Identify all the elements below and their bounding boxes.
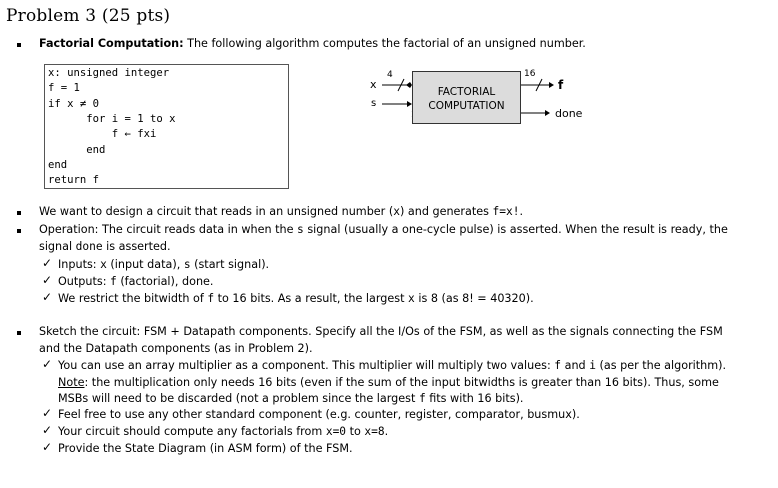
signal-s: s bbox=[297, 223, 304, 236]
block-label-line2: COMPUTATION bbox=[428, 100, 505, 112]
check-state-diagram: Provide the State Diagram (in ASM form) of the FSM. bbox=[58, 442, 353, 455]
check-text: to 16 bits. As a result, the largest bbox=[214, 292, 409, 305]
check-text: (as per the algorithm). bbox=[595, 359, 727, 372]
checkmark-icon: ✓ bbox=[42, 256, 53, 270]
square-bullet-icon bbox=[17, 229, 21, 233]
code-line: if x ≠ 0 bbox=[48, 98, 100, 110]
operation-text: signal (usually a one-cycle pulse) is asserted. When the result is ready, the bbox=[303, 223, 728, 236]
check-text: Your circuit should compute any factorials from bbox=[58, 425, 326, 438]
bullet-operation-line2 bbox=[39, 240, 171, 253]
input-x-label: x bbox=[370, 78, 377, 91]
bullet-operation-line1 bbox=[39, 223, 728, 236]
operation-text: signal bbox=[39, 240, 76, 253]
check-text: . bbox=[384, 425, 389, 438]
problem-title bbox=[6, 6, 170, 26]
factorial-block bbox=[412, 71, 521, 124]
check-multiplier-line3 bbox=[58, 392, 524, 405]
sketch-line1: Sketch the circuit: FSM + Datapath components. Specify all the I/Os of the FSM, as well as the signals connecting the FSM bbox=[39, 325, 723, 338]
square-bullet-icon bbox=[17, 43, 21, 47]
operation-text: is asserted. bbox=[102, 240, 171, 253]
check-text: (factorial), done. bbox=[116, 275, 214, 288]
done-arrowhead-icon bbox=[545, 110, 550, 116]
code-line: return f bbox=[48, 174, 100, 186]
code-line: end bbox=[48, 144, 106, 156]
check-text: fits with 16 bits). bbox=[425, 392, 524, 405]
code-line: f = 1 bbox=[48, 82, 80, 94]
square-bullet-icon bbox=[17, 331, 21, 335]
check-text: (start signal). bbox=[190, 258, 270, 271]
input-s-label: s bbox=[371, 98, 377, 109]
output-f-label: f bbox=[558, 78, 564, 92]
var-f: f bbox=[554, 359, 562, 372]
check-text: (input data), bbox=[106, 258, 184, 271]
check-text: is 8 (as 8! = 40320). bbox=[414, 292, 534, 305]
checkmark-icon: ✓ bbox=[42, 290, 53, 304]
problem-title-text: Problem 3 (25 pts) bbox=[6, 6, 171, 26]
output-f-width: 16 bbox=[524, 69, 536, 79]
check-text: to bbox=[346, 425, 365, 438]
var-f: f bbox=[207, 292, 215, 305]
checkmark-icon: ✓ bbox=[42, 357, 53, 371]
expr-f-eq-x-fact: f=x! bbox=[492, 205, 520, 218]
bullet-want bbox=[39, 205, 523, 218]
intro-bold: Factorial Computation: bbox=[39, 37, 184, 50]
check-text: We restrict the bitwidth of bbox=[58, 292, 208, 305]
intro-rest: The following algorithm computes the factorial of an unsigned number. bbox=[183, 37, 586, 50]
check-text: MSBs will need to be discarded (not a problem since the largest bbox=[58, 392, 419, 405]
check-bitwidth bbox=[58, 292, 534, 305]
var-x: x bbox=[100, 258, 107, 271]
output-done-label: done bbox=[555, 107, 583, 120]
check-text: and bbox=[561, 359, 590, 372]
check-multiplier-line2 bbox=[58, 376, 719, 389]
f-arrowhead-icon bbox=[549, 82, 554, 88]
code-line: f ← fxi bbox=[48, 128, 157, 140]
intro-line bbox=[39, 37, 586, 50]
bullet-want-text: ) and generates bbox=[399, 205, 493, 218]
sketch-line2: and the Datapath components (as in Problem 2). bbox=[39, 342, 313, 355]
var-i: i bbox=[589, 359, 596, 372]
check-text: Outputs: bbox=[58, 275, 111, 288]
check-text: You can use an array multiplier as a component. This multiplier will multiply two values: bbox=[58, 359, 555, 372]
check-outputs bbox=[58, 275, 214, 288]
code-line: end bbox=[48, 159, 68, 171]
check-components: Feel free to use any other standard component (e.g. counter, register, comparator, busmux). bbox=[58, 408, 580, 421]
operation-text: Operation: The circuit reads data in when the bbox=[39, 223, 298, 236]
var-f: f bbox=[418, 392, 426, 405]
var-x: x bbox=[393, 205, 400, 218]
signal-done: done bbox=[75, 240, 103, 253]
code-line: for i = 1 to x bbox=[48, 113, 176, 125]
square-bullet-icon bbox=[17, 211, 21, 215]
check-inputs bbox=[58, 258, 269, 271]
bullet-want-text: We want to design a circuit that reads in an unsigned number ( bbox=[39, 205, 394, 218]
code-line: x: unsigned integer bbox=[48, 67, 170, 79]
input-x-width: 4 bbox=[387, 70, 393, 80]
checkmark-icon: ✓ bbox=[42, 440, 53, 454]
algorithm-code-box bbox=[44, 64, 289, 189]
var-x: x bbox=[408, 292, 415, 305]
block-label-line1: FACTORIAL bbox=[437, 86, 496, 98]
check-multiplier-line1 bbox=[58, 359, 726, 372]
checkmark-icon: ✓ bbox=[42, 273, 53, 287]
checkmark-icon: ✓ bbox=[42, 406, 53, 420]
signal-s: s bbox=[183, 258, 191, 271]
note-label: Note bbox=[58, 376, 85, 389]
check-text: Inputs: bbox=[58, 258, 101, 271]
check-text: : the multiplication only needs 16 bits (even if the sum of the input bitwidths is greater than 16 bits). Thus, some bbox=[84, 376, 719, 389]
check-range bbox=[58, 425, 388, 438]
bullet-want-text: . bbox=[519, 205, 524, 218]
var-f: f bbox=[110, 275, 117, 288]
expr-x-eq-8: x=8 bbox=[364, 425, 385, 438]
expr-x-eq-0: x=0 bbox=[325, 425, 347, 438]
checkmark-icon: ✓ bbox=[42, 423, 53, 437]
